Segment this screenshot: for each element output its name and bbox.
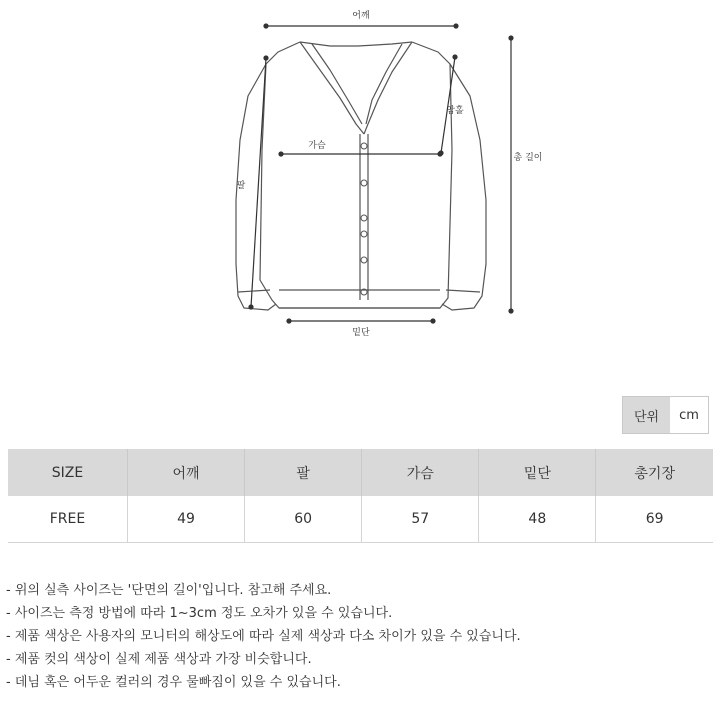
shoulder-label: 어깨: [352, 11, 370, 21]
hem-label: 밑단: [352, 328, 370, 338]
chest-label: 가슴: [308, 141, 326, 151]
header-hem: 밑단: [479, 449, 596, 496]
header-total-length: 총기장: [596, 449, 713, 496]
total-length-label: 총 길이: [513, 153, 543, 163]
size-table: [8, 449, 713, 543]
cardigan-outline: [236, 42, 486, 310]
cell-size: FREE: [8, 496, 128, 543]
button-marks: [361, 143, 367, 295]
header-size: SIZE: [8, 449, 128, 496]
notes-list: [6, 579, 706, 694]
unit-indicator: [622, 396, 709, 434]
cell-hem: 48: [479, 496, 596, 543]
note-item: - 위의 실측 사이즈는 '단면의 길이'입니다. 참고해 주세요.: [6, 583, 332, 598]
table-row: [8, 496, 713, 543]
note-item: - 사이즈는 측정 방법에 따라 1~3cm 정도 오차가 있을 수 있습니다.: [6, 606, 393, 621]
header-sleeve: 팔: [245, 449, 362, 496]
header-shoulder: 어깨: [128, 449, 245, 496]
unit-value: cm: [670, 397, 708, 433]
sleeve-measure-line: [251, 58, 266, 307]
cell-sleeve: 60: [245, 496, 362, 543]
note-item: - 데님 혹은 어두운 컬러의 경우 물빠짐이 있을 수 있습니다.: [6, 675, 341, 690]
armhole-measure-line: [441, 57, 455, 153]
cell-total-length: 69: [596, 496, 713, 543]
note-item: - 제품 컷의 색상이 실제 제품 색상과 가장 비슷합니다.: [6, 652, 312, 667]
armhole-label: 암홀: [446, 106, 464, 116]
size-table-header-row: [8, 449, 713, 496]
cell-shoulder: 49: [128, 496, 245, 543]
header-chest: 가슴: [362, 449, 479, 496]
cell-chest: 57: [362, 496, 479, 543]
note-item: - 제품 색상은 사용자의 모니터의 해상도에 따라 실제 색상과 다소 차이가 있을 수 있습니다.: [6, 629, 521, 644]
sleeve-label: 팔: [236, 181, 246, 191]
unit-label: 단위: [623, 397, 670, 433]
